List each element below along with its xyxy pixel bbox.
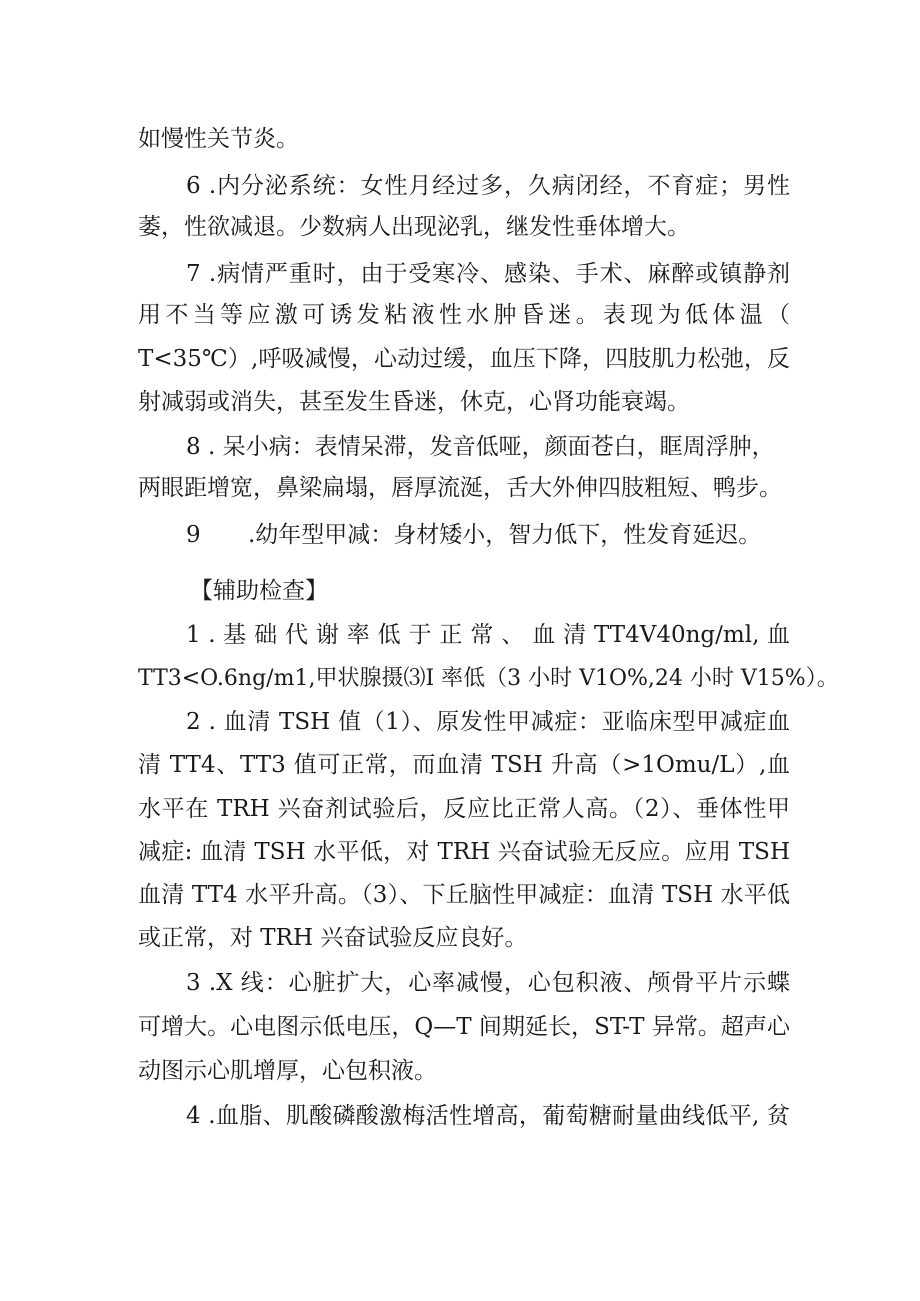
text-line: 血清 TT4 水平升高。（3）、下丘脑性甲减症：血清 TSH 水平低: [138, 882, 790, 908]
text-line: 萎，性欲减退。少数病人出现泌乳，继发性垂体增大。: [138, 214, 690, 240]
section-heading: 【辅助检查】: [190, 578, 328, 604]
text-line: 7 .病情严重时，由于受寒冷、感染、手术、麻醉或镇静剂: [186, 261, 790, 287]
text-line: 2 . 血清 TSH 值（1）、原发性甲减症：亚临床型甲减症血: [186, 709, 790, 735]
text-line: [186, 520, 838, 550]
text-line: 3 .X 线：心脏扩大，心率减慢，心包积液、颅骨平片示蝶: [186, 970, 790, 996]
text-line: 两眼距增宽，鼻梁扁塌，唇厚流涎，舌大外伸四肢粗短、鸭步。: [138, 475, 782, 501]
text-line: 清 TT4、TT3 值可正常，而血清 TSH 升高（>1Omu/L）,血: [138, 752, 790, 778]
item-text: .幼年型甲减：身材矮小，智力低下，性发育延迟。: [248, 522, 762, 548]
text-line: 如慢性关节炎。: [138, 126, 299, 152]
text-line: 用不当等应激可诱发粘液性水肿昏迷。表现为低体温（: [138, 302, 790, 328]
text-line: 减症: 血清 TSH 水平低，对 TRH 兴奋试验无反应。应用 TSH: [138, 839, 790, 865]
text-line: 射减弱或消失，甚至发生昏迷，休克，心肾功能衰竭。: [138, 389, 690, 415]
text-line: 8 . 呆小病：表情呆滞，发音低哑，颜面苍白，眶周浮肿，: [186, 434, 775, 460]
item-number: 9: [186, 522, 201, 548]
text-line: 或正常，对 TRH 兴奋试验反应良好。: [138, 925, 528, 951]
text-line: 4 .血脂、肌酸磷酸激梅活性增高，葡萄糖耐量曲线低平, 贫: [186, 1103, 790, 1129]
text-line: 6 .内分泌系统：女性月经过多，久病闭经，不育症；男性: [186, 173, 790, 199]
text-line: 1 . 基 础 代 谢 率 低 于 正 常 、 血 清 TT4V40ng∕ml, 血: [186, 622, 790, 648]
text-line: 动图示心肌增厚，心包积液。: [138, 1058, 437, 1084]
text-line: 水平在 TRH 兴奋剂试验后，反应比正常人高。（2）、垂体性甲: [138, 796, 790, 822]
text-line: 可增大。心电图示低电压，Q—T 间期延长，ST-T 异常。超声心: [138, 1014, 790, 1040]
text-line: T<35℃）,呼吸减慢，心动过缓，血压下降，四肢肌力松弛，反: [138, 346, 790, 372]
text-line: TT3<O.6ng/m1,甲状腺摄⑶I 率低（3 小时 V1O%,24 小时 V15%）。: [138, 666, 839, 691]
